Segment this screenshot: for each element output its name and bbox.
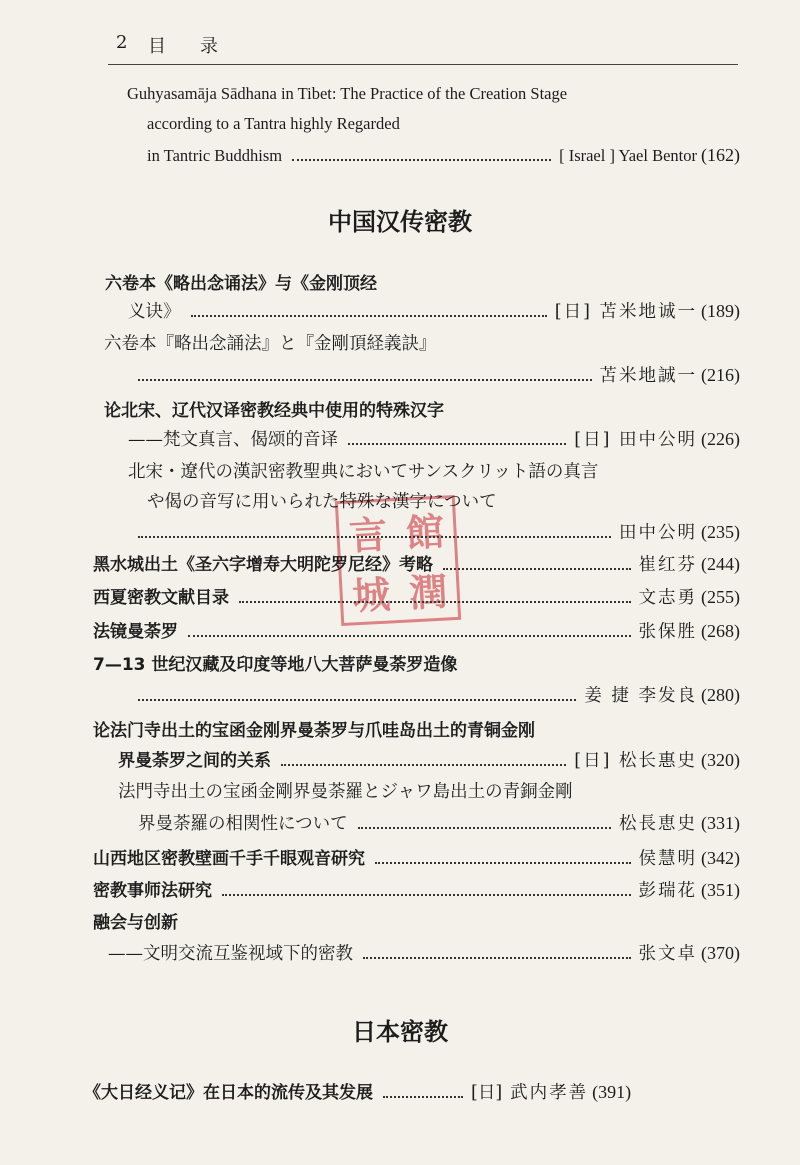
entry-author: 崔红芬 <box>638 555 697 575</box>
entry-page: (351) <box>701 880 740 900</box>
entry-page: (244) <box>701 554 740 574</box>
toc-entry <box>93 716 740 744</box>
running-header <box>108 28 738 65</box>
toc-entry <box>93 908 740 936</box>
entry-title: ——文明交流互鉴视域下的密教 <box>108 944 353 964</box>
entry-author: 武内孝善 <box>510 1083 589 1103</box>
leader-dots <box>138 536 611 538</box>
entry-title: 义诀》 <box>128 302 181 322</box>
entry-author: 彭瑞花 <box>638 881 697 901</box>
entry-title: 西夏密教文献目录 <box>93 588 229 608</box>
toc-entry <box>128 519 740 547</box>
entry-author: 田中公明 <box>619 523 697 543</box>
leader-dots <box>292 159 551 161</box>
entry-title: 界曼荼羅の相関性について <box>138 814 348 834</box>
entry-page: (189) <box>701 301 740 321</box>
page-number: 2 <box>116 32 128 53</box>
entry-author: 松長恵史 <box>619 814 697 834</box>
leader-dots <box>281 764 566 766</box>
toc-entry <box>93 617 740 645</box>
toc-entry <box>93 844 740 872</box>
toc-entry <box>128 298 740 326</box>
toc-entry <box>93 583 740 611</box>
leader-dots <box>358 827 611 829</box>
entry-title: 法镜曼荼罗 <box>93 622 178 642</box>
library-seal-stamp: 言 館 城 潤 <box>335 495 461 626</box>
entry-title: 山西地区密教壁画千手千眼观音研究 <box>93 849 365 869</box>
toc-entry <box>93 550 740 578</box>
entry-title: 法門寺出土の宝函金剛界曼荼羅とジャワ島出土の青銅金剛 <box>118 782 573 802</box>
entry-title: 7—13 世纪汉藏及印度等地八大菩萨曼荼罗造像 <box>93 655 458 675</box>
leader-dots <box>348 443 566 445</box>
entry-country: [日] <box>471 1083 503 1103</box>
toc-entry <box>118 778 740 806</box>
leader-dots <box>443 568 631 570</box>
section-heading-chinese: 中国汉传密教 <box>328 208 472 236</box>
entry-page: (280) <box>701 685 740 705</box>
entry-title: in Tantric Buddhism <box>147 146 283 165</box>
entry-author: [日] 松长惠史 <box>574 751 697 771</box>
entry-author: 苫米地誠一 <box>599 366 697 386</box>
toc-entry <box>93 876 740 904</box>
entry-title: 论北宋、辽代汉译密教经典中使用的特殊汉字 <box>104 401 444 421</box>
lead-entry-line3 <box>147 145 740 173</box>
entry-page: (216) <box>701 365 740 385</box>
entry-page: (342) <box>701 848 740 868</box>
entry-author: [日] 苫米地诚一 <box>554 302 697 322</box>
toc-entry <box>108 940 740 968</box>
leader-dots <box>363 957 631 959</box>
entry-title: 融会与创新 <box>93 913 178 933</box>
entry-author: 张保胜 <box>638 622 697 642</box>
toc-entry <box>128 426 740 454</box>
toc-entry-final <box>84 1078 740 1106</box>
entry-page: (226) <box>701 429 740 449</box>
header-title-char2: 录 <box>200 36 218 57</box>
entry-title: 《大日经义记》在日本的流传及其发展 <box>84 1083 373 1103</box>
entry-page: (331) <box>701 813 740 833</box>
toc-entry <box>118 746 740 774</box>
leader-dots <box>239 601 631 603</box>
lead-entry-line1: Guhyasamāja Sādhana in Tibet: The Practice of the Creation Stage <box>127 84 568 103</box>
entry-author: 侯慧明 <box>638 849 697 869</box>
toc-entry <box>104 330 740 358</box>
leader-dots <box>383 1096 463 1098</box>
section-heading-japanese: 日本密教 <box>352 1018 448 1046</box>
leader-dots <box>375 862 631 864</box>
entry-page: (255) <box>701 587 740 607</box>
entry-title: 六卷本『略出念誦法』と『金剛頂経義訣』 <box>104 334 437 354</box>
entry-author: 姜 捷 李发良 <box>584 686 697 706</box>
entry-author: 文志勇 <box>638 588 697 608</box>
entry-author: 张文卓 <box>638 944 697 964</box>
toc-entry <box>128 362 740 390</box>
entry-title: 界曼荼罗之间的关系 <box>118 751 271 771</box>
toc-entry <box>138 810 740 838</box>
entry-page: (268) <box>701 621 740 641</box>
entry-author: [ Israel ] Yael Bentor <box>559 146 697 165</box>
lead-entry-line2: according to a Tantra highly Regarded <box>147 114 400 133</box>
leader-dots <box>138 699 576 701</box>
toc-entry <box>105 269 740 297</box>
leader-dots <box>188 635 631 637</box>
entry-author: [日] 田中公明 <box>574 430 697 450</box>
entry-title: 六卷本《略出念诵法》与《金刚顶经 <box>105 274 377 294</box>
leader-dots <box>138 379 592 381</box>
entry-page: (162) <box>701 145 740 165</box>
leader-dots <box>222 894 631 896</box>
toc-entry <box>93 650 740 678</box>
entry-title: 黑水城出土《圣六字增寿大明陀罗尼经》考略 <box>93 555 433 575</box>
leader-dots <box>191 315 547 317</box>
toc-entry <box>128 458 740 486</box>
entry-title: 密教事师法研究 <box>93 881 212 901</box>
header-title-char1: 目 <box>148 36 166 57</box>
entry-title: ——梵文真言、偈颂的音译 <box>128 430 338 450</box>
entry-page: (235) <box>701 522 740 542</box>
entry-page: (370) <box>701 943 740 963</box>
toc-entry <box>147 488 740 516</box>
entry-title: 论法门寺出土的宝函金刚界曼荼罗与爪哇岛出土的青铜金刚 <box>93 721 535 741</box>
toc-entry <box>128 682 740 710</box>
entry-title: や偈の音写に用いられた特殊な漢字について <box>147 492 497 512</box>
entry-title: 北宋・遼代の漢訳密教聖典においてサンスクリット語の真言 <box>128 462 599 482</box>
entry-page: (391) <box>592 1082 632 1102</box>
entry-page: (320) <box>701 750 740 770</box>
toc-entry <box>104 396 740 424</box>
